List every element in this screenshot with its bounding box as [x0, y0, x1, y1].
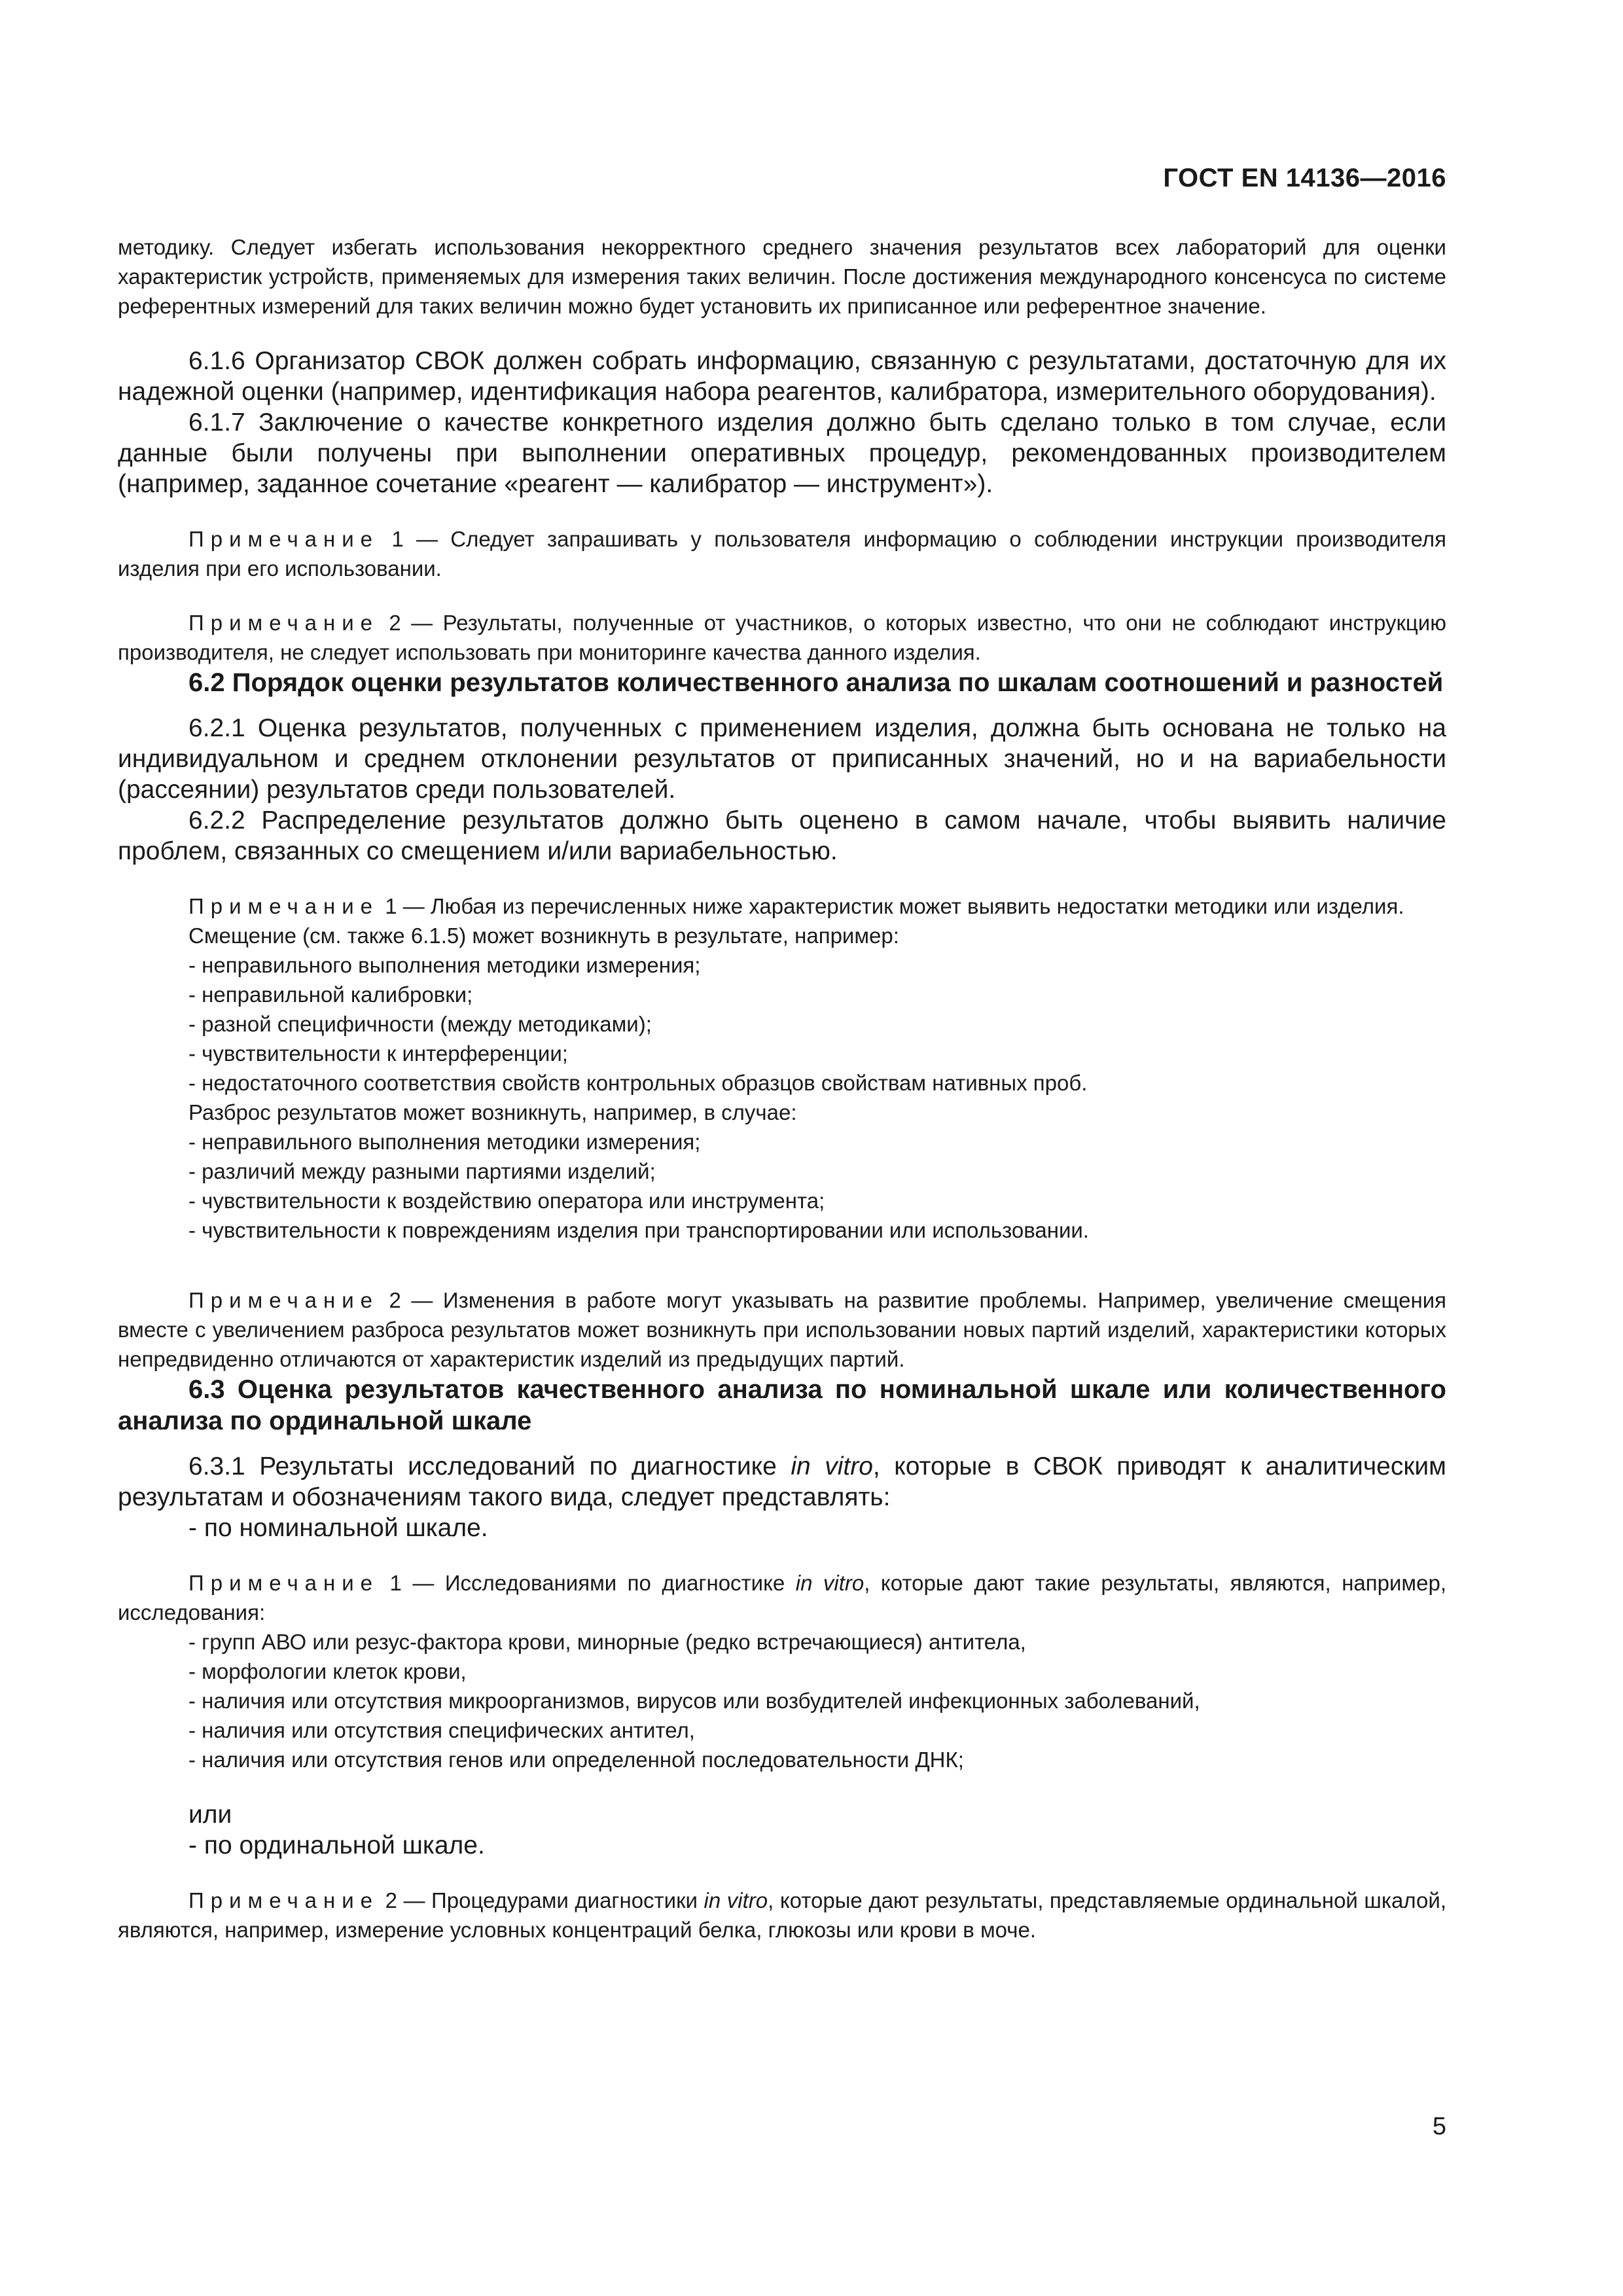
list-item: - различий между разными партиями изделий; [188, 1159, 656, 1183]
in-vitro-term: in vitro [704, 1888, 768, 1912]
list-item: - неправильного выполнения методики измерения; [188, 953, 701, 977]
ordinal-scale-item: - по ординальной шкале. [188, 1831, 485, 1859]
note-number: 2 [385, 1888, 397, 1912]
list-item: - чувствительности к повреждениям изделия при транспортировании или использовании. [188, 1218, 1089, 1242]
document-code-header: ГОСТ EN 14136—2016 [1163, 164, 1446, 192]
note-6-1-7-1 [118, 524, 1446, 583]
in-vitro-term: in vitro [791, 1452, 873, 1480]
note-label: Примечание [188, 611, 380, 635]
note-6-1-7-2 [118, 608, 1446, 667]
nominal-scale-item: - по номинальной шкале. [188, 1514, 488, 1542]
note-label: Примечание [188, 894, 380, 918]
paragraph-6-1-6: 6.1.6 Организатор СВОК должен собрать информацию, связанную с результатами, достаточную для их надежной оценки (например, идентификация набора реагентов, калибратора, измерительного оборудования). [118, 347, 1446, 406]
list-item: - неправильной калибровки; [188, 982, 473, 1007]
section-6-3-heading: 6.3 Оценка результатов качественного анализа по номинальной шкале или количественного анализа по ординальной шкале [118, 1375, 1446, 1435]
note-text: — Исследованиями по диагностике [401, 1571, 796, 1595]
paragraph-6-3-1 [118, 1451, 1446, 1513]
note-label: Примечание [188, 1888, 380, 1912]
note-text: — Результаты, полученные от участников, о которых известно, что они не соблюдают инструкцию производителя, не следует использовать при мониторинге качества данного изделия. [118, 611, 1446, 664]
note-text: — Любая из перечисленных ниже характеристик может выявить недостатки методики или изделия. [397, 894, 1404, 918]
paragraph-6-2-1: 6.2.1 Оценка результатов, полученных с применением изделия, должна быть основана не только на индивидуальном и среднем отклонении результатов от приписанных значений, но и на вариабельности (рассеянии) результатов среди пользователей. [118, 714, 1446, 804]
list-item: - разной специфичности (между методиками); [188, 1012, 652, 1036]
continuation-paragraph: методику. Следует избегать использования некорректного среднего значения результатов всех лабораторий для оценки характеристик устройств, применяемых для измерения таких величин. После достижения международного консенсуса по системе референтных измерений для таких величин можно будет установить их приписанное или референтное значение. [118, 235, 1446, 318]
note-number: 1 [389, 1571, 402, 1595]
bias-intro: Смещение (см. также 6.1.5) может возникнуть в результате, например: [188, 924, 899, 948]
list-item: - наличия или отсутствия генов или определенной последовательности ДНК; [188, 1748, 964, 1772]
spread-list [118, 1127, 1446, 1245]
note-text: — Изменения в работе могут указывать на развитие проблемы. Например, увеличение смещения вместе с увеличением разброса результатов может возникнуть при использовании новых партий изделий, характеристики которых непредвиденно отличаются от характеристик изделий из предыдущих партий. [118, 1288, 1446, 1371]
list-item: - морфологии клеток крови, [188, 1659, 467, 1683]
note-label: Примечание [188, 1571, 380, 1595]
spread-intro: Разброс результатов может возникнуть, например, в случае: [188, 1100, 797, 1124]
paragraph-text: , которые в СВОК приводят к аналитическим результатам и обозначениям такого вида, следует представлять: [118, 1452, 1446, 1511]
or-text: или [188, 1801, 232, 1829]
note-number: 2 [389, 1288, 401, 1312]
note-label: Примечание [188, 527, 380, 551]
note-number: 1 [385, 894, 397, 918]
section-6-2-heading: 6.2 Порядок оценки результатов количественного анализа по шкалам соотношений и разностей [188, 668, 1444, 697]
note-number: 1 [391, 527, 404, 551]
paragraph-6-2-2: 6.2.2 Распределение результатов должно быть оценено в самом начале, чтобы выявить наличие проблем, связанных со смещением и/или вариабельностью. [118, 806, 1446, 865]
list-item: - недостаточного соответствия свойств контрольных образцов свойствам нативных проб. [188, 1071, 1088, 1095]
note-text: , которые дают результаты, представляемые ординальной шкалой, являются, например, измерение условных концентраций белка, глюкозы или крови в моче. [118, 1888, 1446, 1942]
page-content [118, 232, 1446, 1945]
list-item: - наличия или отсутствия микроорганизмов, вирусов или возбудителей инфекционных заболеваний, [188, 1689, 1200, 1713]
list-item: - чувствительности к интерференции; [188, 1041, 568, 1066]
list-item: - наличия или отсутствия специфических антител, [188, 1718, 695, 1742]
list-item: - неправильного выполнения методики измерения; [188, 1130, 701, 1154]
note-text: , которые дают такие результаты, являются, например, исследования: [118, 1571, 1446, 1624]
note-text: — Процедурами диагностики [397, 1888, 704, 1912]
in-vitro-term: in vitro [795, 1571, 865, 1595]
list-item: - чувствительности к воздействию оператора или инструмента; [188, 1189, 825, 1213]
note-6-2-2-1 [118, 891, 1446, 921]
page-number: 5 [1432, 2113, 1446, 2140]
paragraph-6-1-7: 6.1.7 Заключение о качестве конкретного изделия должно быть сделано только в том случае, если данные были получены при выполнении оперативных процедур, рекомендованных производителем (например, заданное сочетание «реагент — калибратор — инструмент»). [118, 408, 1446, 498]
paragraph-text: 6.3.1 Результаты исследований по диагностике [188, 1452, 791, 1480]
note-6-2-2-2 [118, 1285, 1446, 1374]
note-text: — Следует запрашивать у пользователя информацию о соблюдении инструкции производителя изделия при его использовании. [118, 527, 1447, 581]
note-6-3-1-1 [118, 1568, 1446, 1627]
note-label: Примечание [188, 1288, 380, 1312]
list-item: - групп АВО или резус-фактора крови, минорные (редко встречающиеся) антитела, [188, 1630, 1026, 1654]
bias-list [118, 950, 1446, 1098]
nominal-examples-list [118, 1627, 1446, 1774]
note-6-3-1-2 [118, 1886, 1446, 1945]
note-number: 2 [389, 611, 401, 635]
